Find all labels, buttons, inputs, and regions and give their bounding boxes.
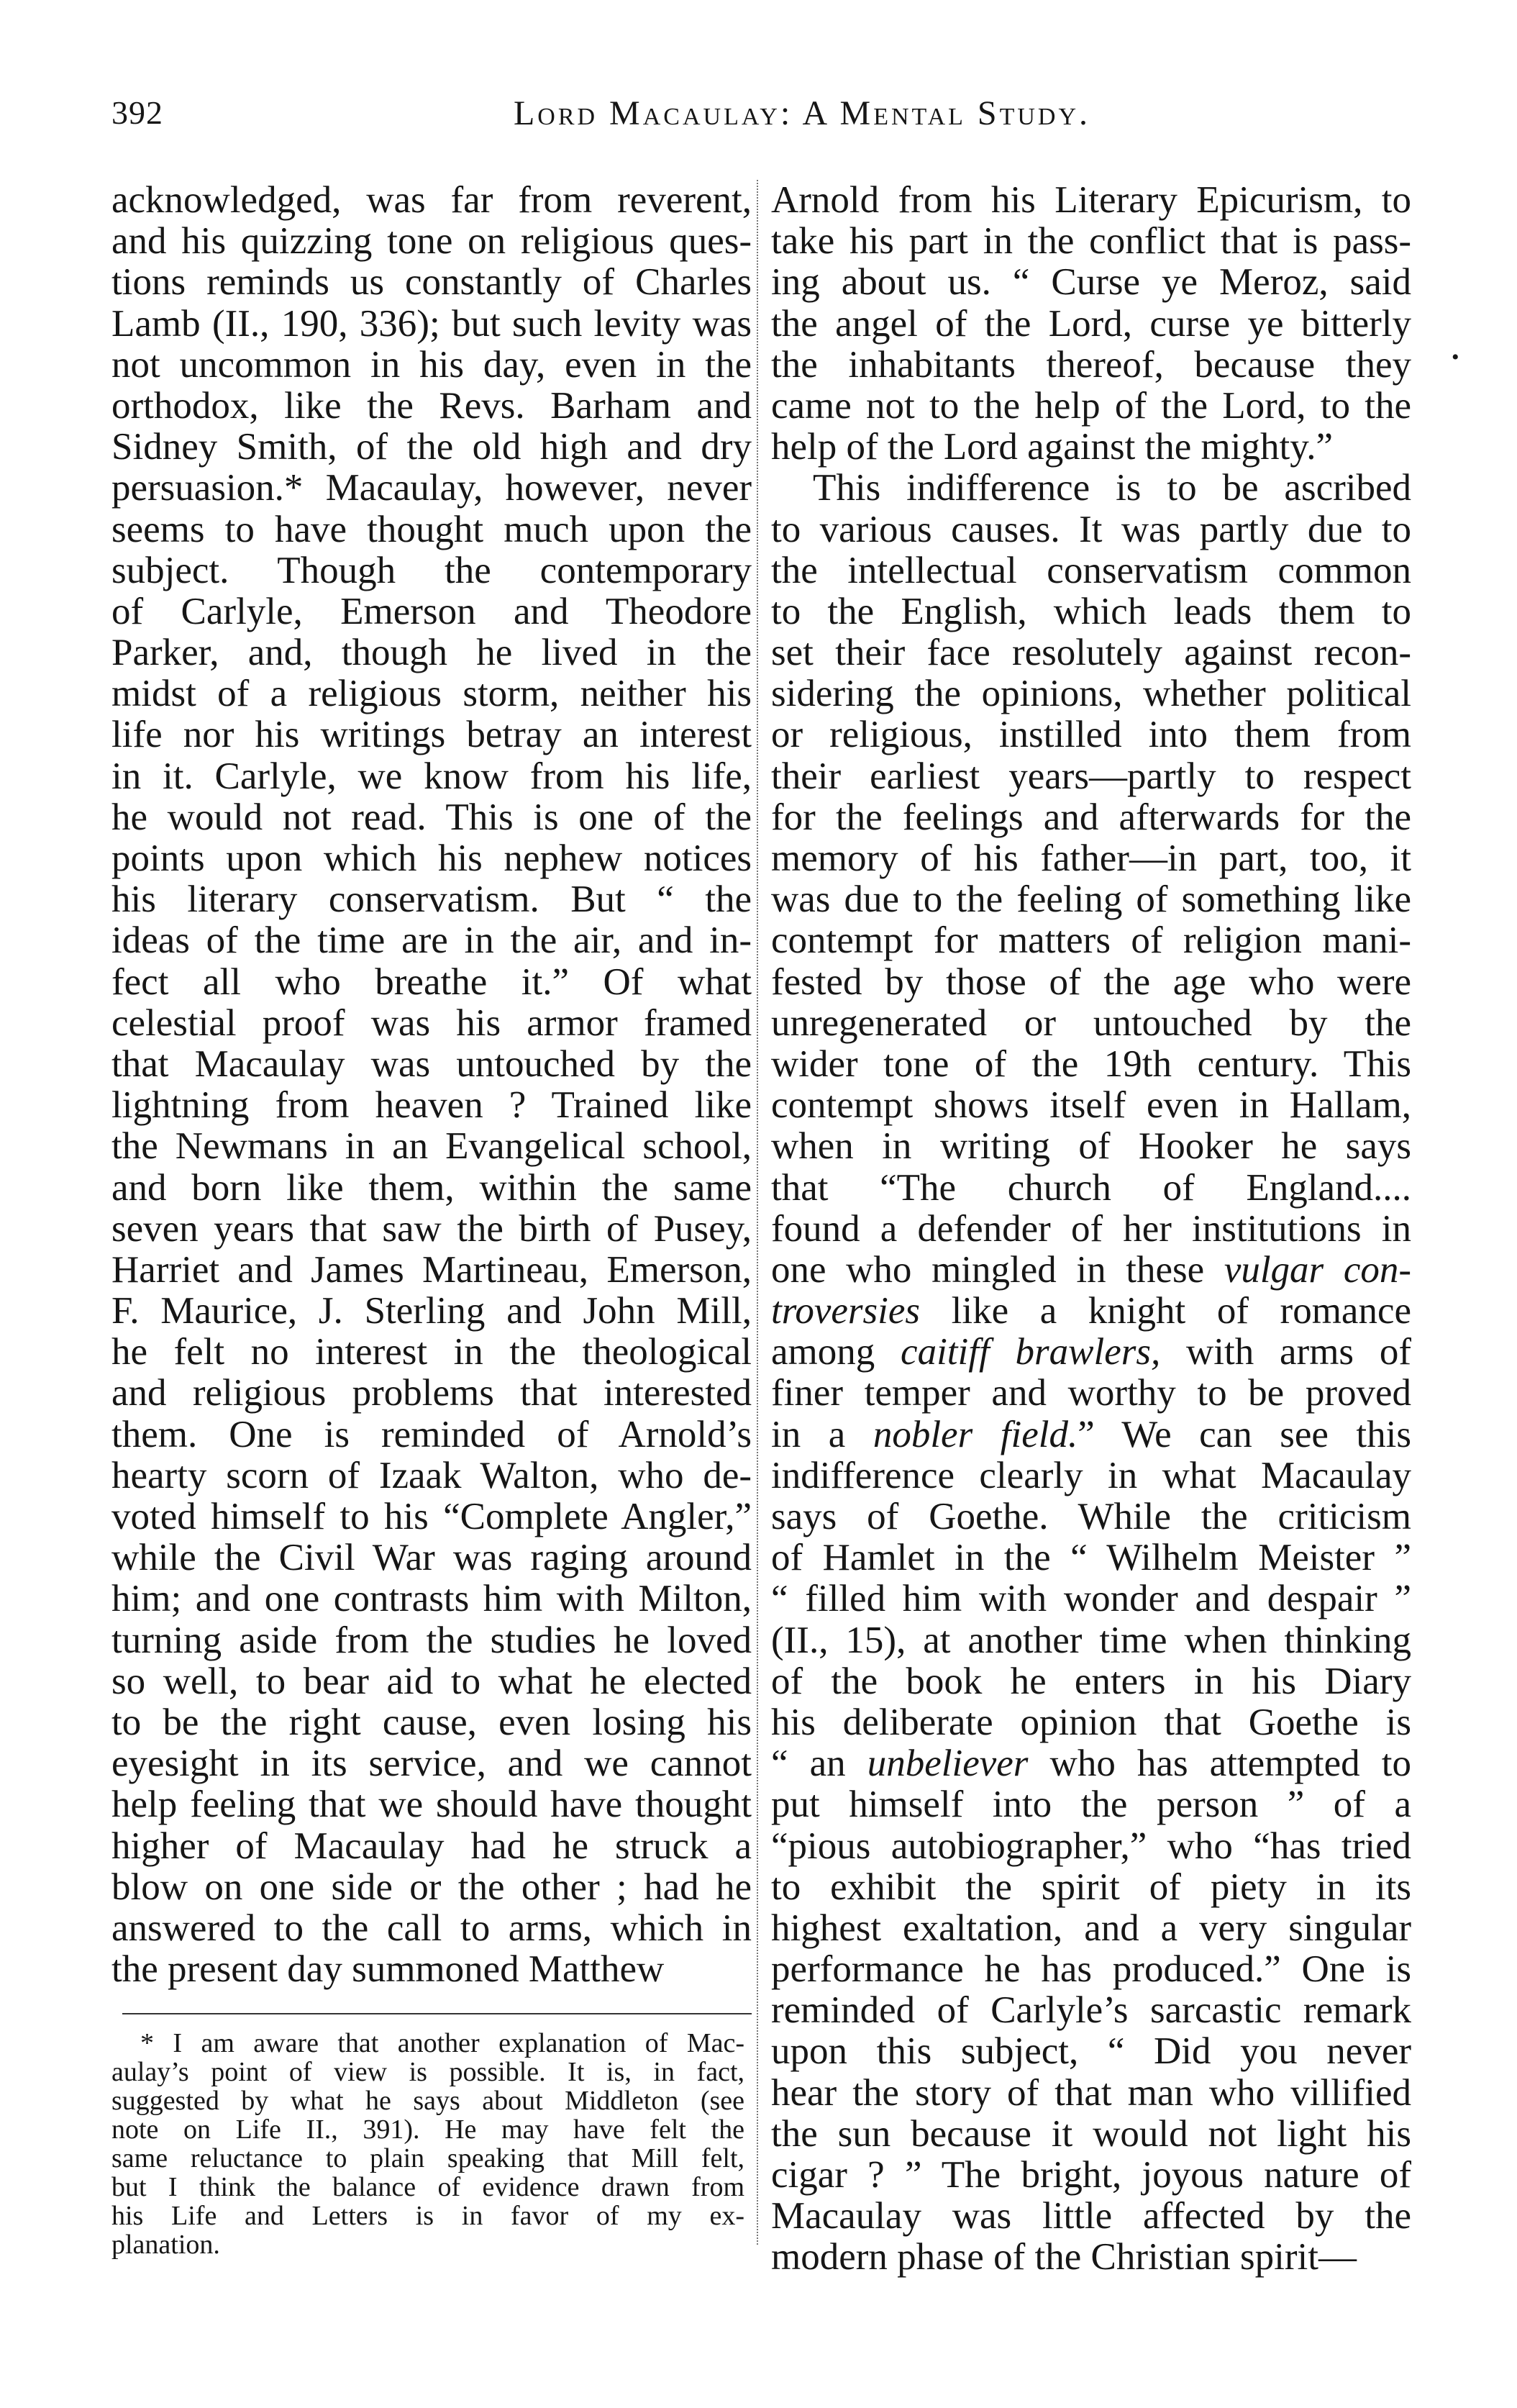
text-line: cigar ? ” The bright, joyous nature of xyxy=(771,2154,1411,2196)
text-line: tions reminds us constantly of Charles xyxy=(111,261,752,304)
footnote-line: note on Life II., 391). He may have felt the xyxy=(111,2114,744,2145)
text-line: Lamb (II., 190, 336); but such levity was xyxy=(111,302,752,345)
text-line: seven years that saw the birth of Pusey, xyxy=(111,1207,752,1250)
text-line: Harriet and James Martineau, Emerson, xyxy=(111,1248,752,1291)
text-line: in it. Carlyle, we know from his life, xyxy=(111,755,752,797)
text-line: the inhabitants thereof, because they xyxy=(771,343,1411,386)
text-line: the intellectual conservatism common xyxy=(771,549,1411,591)
text-line: help of the Lord against the mighty.” xyxy=(771,426,1334,468)
text-line: fested by those of the age who were xyxy=(771,960,1411,1003)
text-line: blow on one side or the other ; had he xyxy=(111,1866,752,1908)
text-line: sidering the opinions, whether political xyxy=(771,673,1411,715)
text-line: F. Maurice, J. Sterling and John Mill, xyxy=(111,1290,752,1332)
text-line: that “The church of England.... xyxy=(771,1166,1411,1209)
text-line: “ an unbeliever who has attempted to xyxy=(771,1743,1411,1785)
text-line: voted himself to his “Complete Angler,” xyxy=(111,1496,752,1537)
text-line: his deliberate opinion that Goethe is xyxy=(771,1701,1411,1743)
text-line: hear the story of that man who villified xyxy=(771,2071,1411,2114)
text-line: answered to the call to arms, which in xyxy=(111,1907,752,1949)
text-line: Parker, and, though he lived in the xyxy=(111,632,752,674)
text-line: modern phase of the Christian spirit— xyxy=(771,2236,1357,2278)
right-column xyxy=(771,180,1411,2278)
text-line: ing about us. “ Curse ye Meroz, said xyxy=(771,261,1411,304)
footnote-line: * I am aware that another explanation of Mac- xyxy=(140,2028,744,2058)
text-line: help feeling that we should have thought xyxy=(111,1784,752,1826)
text-line: found a defender of her institutions in xyxy=(771,1207,1411,1250)
text-line: acknowledged, was far from reverent, xyxy=(111,179,752,221)
page-header xyxy=(111,94,1413,144)
text-line: contempt shows itself even in Hallam, xyxy=(771,1084,1411,1127)
text-line: contempt for matters of religion mani- xyxy=(771,919,1411,962)
text-line: higher of Macaulay had he struck a xyxy=(111,1825,752,1867)
column-divider xyxy=(757,180,758,2245)
text-line: Arnold from his Literary Epicurism, to xyxy=(771,179,1411,221)
text-line: the present day summoned Matthew xyxy=(111,1948,665,1991)
text-line: upon this subject, “ Did you never xyxy=(771,2030,1411,2073)
text-line: subject. Though the contemporary xyxy=(111,549,752,591)
text-line: “pious autobiographer,” who “has tried xyxy=(771,1825,1411,1867)
text-line: wider tone of the 19th century. This xyxy=(771,1042,1411,1085)
text-line: This indifference is to be ascribed xyxy=(813,467,1411,509)
text-line: says of Goethe. While the criticism xyxy=(771,1496,1411,1537)
text-line: Sidney Smith, of the old high and dry xyxy=(111,426,752,468)
text-line: ideas of the time are in the air, and in- xyxy=(111,919,752,962)
text-line: memory of his father—in part, too, it xyxy=(771,837,1411,879)
text-line: his literary conservatism. But “ the xyxy=(111,878,752,921)
text-line: celestial proof was his armor framed xyxy=(111,1001,752,1044)
text-line: he felt no interest in the theological xyxy=(111,1331,752,1373)
running-title: Lord Macaulay: A Mental Study. xyxy=(513,94,1091,132)
text-line: points upon which his nephew notices xyxy=(111,837,752,879)
text-line: when in writing of Hooker he says xyxy=(771,1125,1411,1168)
text-line: midst of a religious storm, neither his xyxy=(111,673,752,715)
text-line: to the English, which leads them to xyxy=(771,590,1411,632)
text-line: the angel of the Lord, curse ye bitterly xyxy=(771,302,1411,345)
text-line: to exhibit the spirit of piety in its xyxy=(771,1866,1411,1908)
text-line: “ filled him with wonder and despair ” xyxy=(771,1578,1411,1620)
text-line: fect all who breathe it.” Of what xyxy=(111,960,752,1003)
footnote-rule xyxy=(122,2013,752,2014)
text-line: in a nobler field.” We can see this xyxy=(771,1413,1412,1455)
text-line: performance he has produced.” One is xyxy=(771,1948,1411,1991)
text-line: so well, to bear aid to what he elected xyxy=(111,1660,752,1702)
text-line: that Macaulay was untouched by the xyxy=(111,1042,752,1085)
footnote xyxy=(111,2029,744,2259)
text-line: indifference clearly in what Macaulay xyxy=(771,1454,1411,1496)
text-line: was due to the feeling of something like xyxy=(771,878,1411,921)
text-line: hearty scorn of Izaak Walton, who de- xyxy=(111,1454,752,1496)
text-line: and his quizzing tone on religious ques- xyxy=(111,220,752,263)
text-line: set their face resolutely against recon- xyxy=(771,632,1411,674)
text-line: him; and one contrasts him with Milton, xyxy=(111,1578,752,1620)
text-line: put himself into the person ” of a xyxy=(771,1784,1411,1826)
text-line: unregenerated or untouched by the xyxy=(771,1001,1411,1044)
footnote-line: his Life and Letters is in favor of my ex- xyxy=(111,2201,744,2231)
text-line: and religious problems that interested xyxy=(111,1372,752,1414)
page-number: 392 xyxy=(111,94,163,131)
text-line: he would not read. This is one of the xyxy=(111,796,752,838)
text-line: of the book he enters in his Diary xyxy=(771,1660,1411,1702)
text-line: to be the right cause, even losing his xyxy=(111,1701,752,1743)
text-line: finer temper and worthy to be proved xyxy=(771,1372,1411,1414)
text-line: (II., 15), at another time when thinking xyxy=(771,1619,1411,1661)
text-line: and born like them, within the same xyxy=(111,1166,752,1209)
text-line: turning aside from the studies he loved xyxy=(111,1619,752,1661)
text-line: of Hamlet in the “ Wilhelm Meister ” xyxy=(771,1537,1411,1579)
footnote-line: planation. xyxy=(111,2230,220,2260)
text-line: came not to the help of the Lord, to the xyxy=(771,384,1411,427)
text-line: persuasion.* Macaulay, however, never xyxy=(111,467,752,509)
text-line: not uncommon in his day, even in the xyxy=(111,343,752,386)
text-line: reminded of Carlyle’s sarcastic remark xyxy=(771,1989,1411,2032)
text-line: the sun because it would not light his xyxy=(771,2112,1411,2155)
text-line: among caitiff brawlers, with arms of xyxy=(771,1331,1411,1373)
text-line: while the Civil War was raging around xyxy=(111,1537,752,1579)
text-line: lightning from heaven ? Trained like xyxy=(111,1084,752,1127)
text-line: to various causes. It was partly due to xyxy=(771,508,1411,550)
text-line: the Newmans in an Evangelical school, xyxy=(111,1125,752,1168)
margin-mark: • xyxy=(1452,345,1459,369)
text-line: for the feelings and afterwards for the xyxy=(771,796,1411,838)
text-line: of Carlyle, Emerson and Theodore xyxy=(111,590,752,632)
footnote-line: aulay’s point of view is possible. It is, in fact, xyxy=(111,2057,744,2087)
text-line: them. One is reminded of Arnold’s xyxy=(111,1413,752,1455)
text-line: seems to have thought much upon the xyxy=(111,508,752,550)
text-line: their earliest years—partly to respect xyxy=(771,755,1411,797)
text-line: highest exaltation, and a very singular xyxy=(771,1907,1411,1949)
footnote-line: same reluctance to plain speaking that Mill felt, xyxy=(111,2143,744,2173)
text-line: take his part in the conflict that is pass- xyxy=(771,220,1411,263)
left-column xyxy=(111,180,752,1990)
text-line: orthodox, like the Revs. Barham and xyxy=(111,384,752,427)
footnote-line: suggested by what he says about Middleton (see xyxy=(111,2086,744,2116)
footnote-line: but I think the balance of evidence drawn from xyxy=(111,2172,744,2202)
text-line: or religious, instilled into them from xyxy=(771,714,1411,756)
text-line: life nor his writings betray an interest xyxy=(111,714,752,756)
text-line: troversies like a knight of romance xyxy=(771,1290,1411,1332)
text-line: one who mingled in these vulgar con- xyxy=(771,1248,1411,1291)
text-line: Macaulay was little affected by the xyxy=(771,2195,1411,2237)
text-line: eyesight in its service, and we cannot xyxy=(111,1743,752,1785)
